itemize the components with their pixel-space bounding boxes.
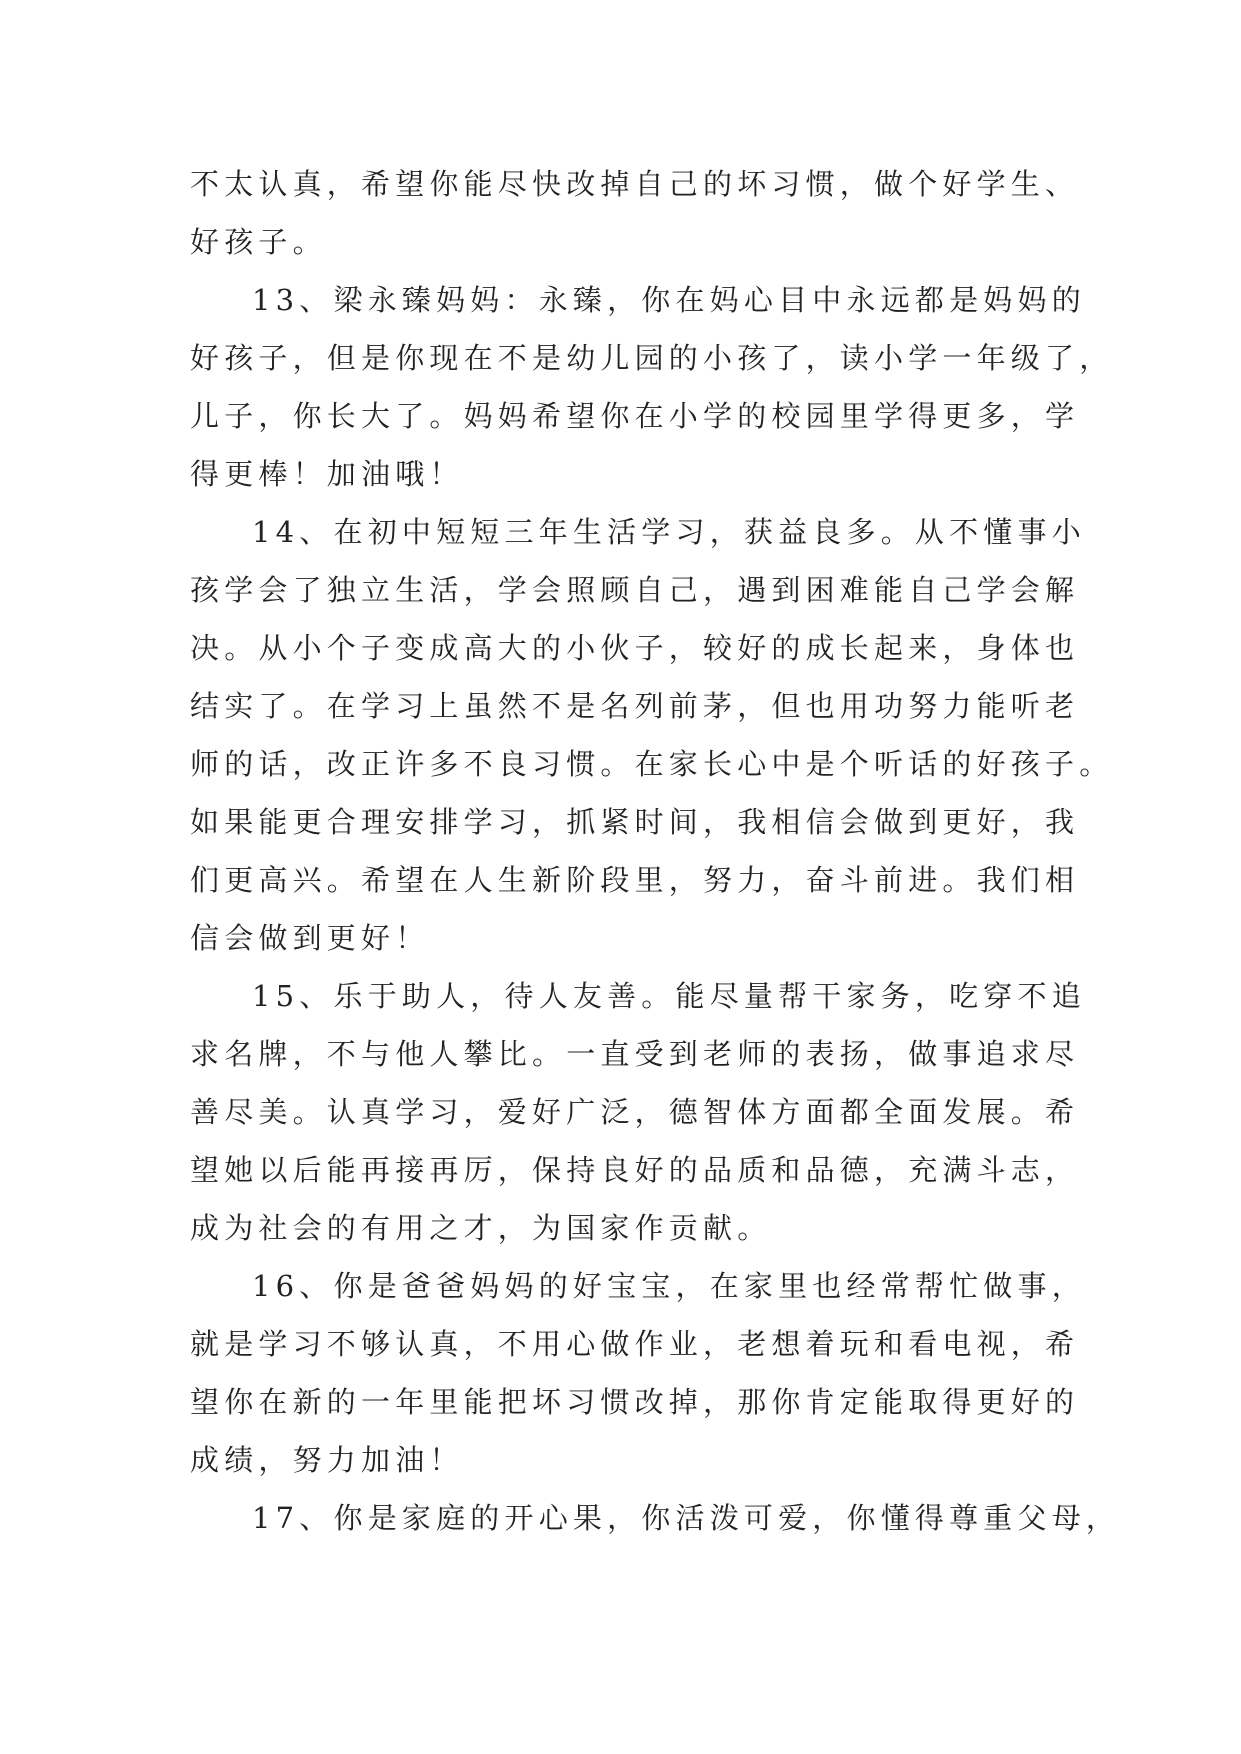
text-line: 们更高兴。希望在人生新阶段里，努力，奋斗前进。我们相 [190, 863, 1080, 897]
text-line: 望你在新的一年里能把坏习惯改掉，那你肯定能取得更好的 [190, 1385, 1080, 1419]
text-line: 如果能更合理安排学习，抓紧时间，我相信会做到更好，我 [190, 805, 1080, 839]
paragraph-start-line: 15、乐于助人，待人友善。能尽量帮干家务，吃穿不追 [252, 979, 1086, 1013]
text-line: 好孩子。 [190, 225, 327, 259]
text-line: 信会做到更好！ [190, 921, 430, 955]
text-line: 儿子，你长大了。妈妈希望你在小学的校园里学得更多，学 [190, 399, 1080, 433]
text-line: 孩学会了独立生活，学会照顾自己，遇到困难能自己学会解 [190, 573, 1080, 607]
body-text [190, 155, 1121, 1547]
paragraph-start-line: 16、你是爸爸妈妈的好宝宝，在家里也经常帮忙做事， [252, 1269, 1086, 1303]
text-line: 师的话，改正许多不良习惯。在家长心中是个听话的好孩子。 [190, 747, 1114, 781]
paragraph-start-line: 17、你是家庭的开心果，你活泼可爱，你懂得尊重父母， [252, 1501, 1121, 1535]
text-line: 得更棒！加油哦！ [190, 457, 464, 491]
text-line: 好孩子，但是你现在不是幼儿园的小孩了，读小学一年级了， [190, 341, 1114, 375]
paragraph-start-line: 13、梁永臻妈妈：永臻，你在妈心目中永远都是妈妈的 [252, 283, 1086, 317]
paragraph-start-line: 14、在初中短短三年生活学习，获益良多。从不懂事小 [252, 515, 1086, 549]
text-line: 成绩，努力加油！ [190, 1443, 464, 1477]
text-line: 成为社会的有用之才，为国家作贡献。 [190, 1211, 772, 1245]
text-line: 不太认真，希望你能尽快改掉自己的坏习惯，做个好学生、 [190, 167, 1080, 201]
text-line: 善尽美。认真学习，爱好广泛，德智体方面都全面发展。希 [190, 1095, 1080, 1129]
text-line: 望她以后能再接再厉，保持良好的品质和品德，充满斗志， [190, 1153, 1080, 1187]
text-line: 求名牌，不与他人攀比。一直受到老师的表扬，做事追求尽 [190, 1037, 1080, 1071]
text-line: 结实了。在学习上虽然不是名列前茅，但也用功努力能听老 [190, 689, 1080, 723]
text-line: 就是学习不够认真，不用心做作业，老想着玩和看电视，希 [190, 1327, 1080, 1361]
text-line: 决。从小个子变成高大的小伙子，较好的成长起来，身体也 [190, 631, 1080, 665]
